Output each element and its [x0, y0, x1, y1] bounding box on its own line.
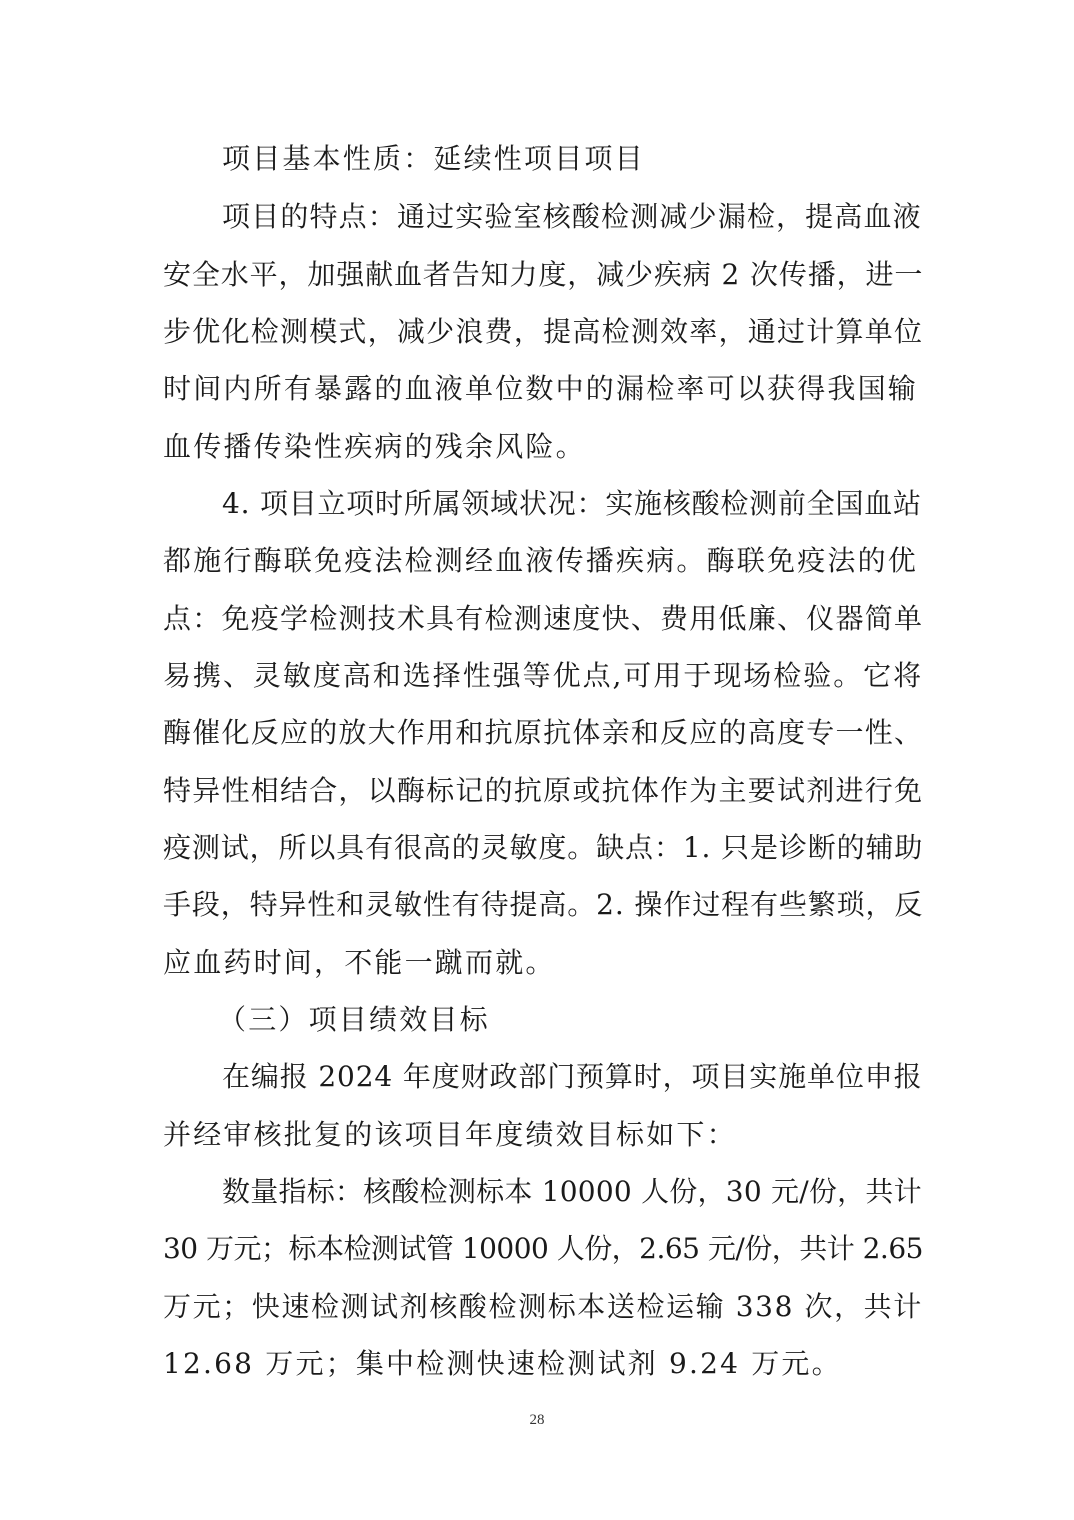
text-line: 血传播传染性疾病的残余风险。 [163, 430, 586, 463]
text-line: 手段，特异性和灵敏性有待提高。2. 操作过程有些繁琐，反 [163, 888, 924, 921]
text-line: 点：免疫学检测技术具有检测速度快、费用低廉、仪器简单 [163, 602, 924, 635]
text-line: 步优化检测模式，减少浪费，提高检测效率，通过计算单位 [163, 315, 924, 348]
section-heading: （三）项目绩效目标 [218, 1003, 490, 1036]
text-line: 易携、灵敏度高和选择性强等优点,可用于现场检验。它将 [163, 659, 924, 692]
text-line: 酶催化反应的放大作用和抗原抗体亲和反应的高度专一性、 [163, 716, 924, 749]
text-line: 都施行酶联免疫法检测经血液传播疾病。酶联免疫法的优 [163, 544, 919, 577]
text-line: 数量指标：核酸检测标本 10000 人份，30 元/份，共计 [222, 1175, 922, 1208]
text-line: 疫测试，所以具有很高的灵敏度。缺点：1. 只是诊断的辅助 [163, 831, 924, 864]
text-line: 在编报 2024 年度财政部门预算时，项目实施单位申报 [222, 1060, 923, 1093]
text-line: 30 万元；标本检测试管 10000 人份，2.65 元/份，共计 2.65 [163, 1232, 923, 1265]
text-line: 12.68 万元；集中检测快速检测试剂 9.24 万元。 [163, 1347, 842, 1380]
text-line: 应血药时间，不能一蹴而就。 [163, 946, 556, 979]
text-line: 4. 项目立项时所属领域状况：实施核酸检测前全国血站 [222, 487, 922, 520]
text-line: 安全水平，加强献血者告知力度，减少疾病 2 次传播，进一 [163, 258, 924, 291]
text-line: 项目的特点：通过实验室核酸检测减少漏检，提高血液 [222, 200, 922, 233]
page-number: 28 [529, 1412, 545, 1428]
text-line: 时间内所有暴露的血液单位数中的漏检率可以获得我国输 [163, 372, 919, 405]
text-line: 特异性相结合，以酶标记的抗原或抗体作为主要试剂进行免 [163, 774, 924, 807]
text-line: 项目基本性质：延续性项目项目 [222, 142, 645, 175]
text-line: 万元；快速检测试剂核酸检测标本送检运输 338 次，共计 [163, 1290, 923, 1323]
text-line: 并经审核批复的该项目年度绩效目标如下： [163, 1118, 737, 1151]
